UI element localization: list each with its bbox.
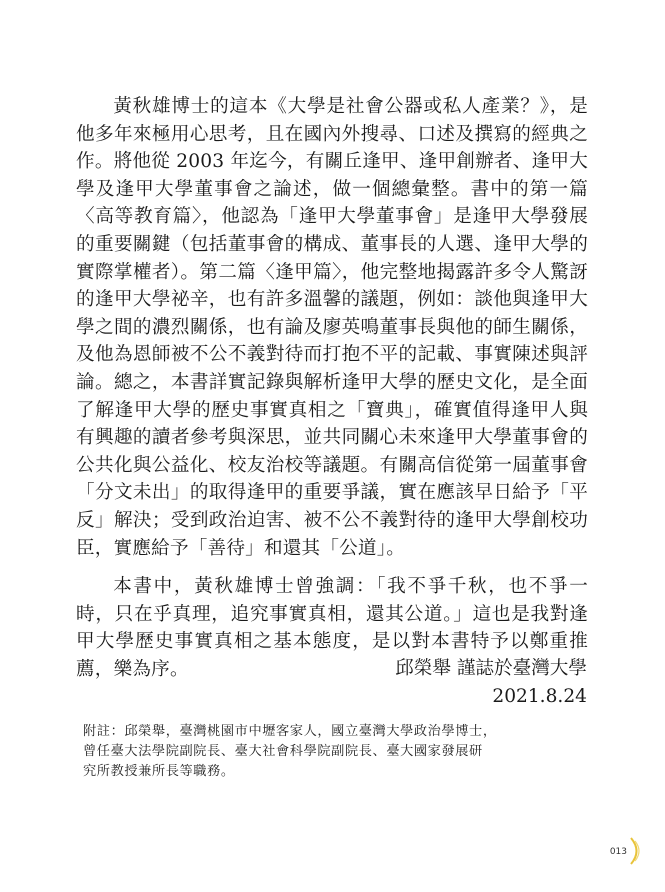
- paragraph-1: 黃秋雄博士的這本《大學是社會公器或私人產業？》，是他多年來極用心思考，且在國內外搜尋、口述及撰寫的經典之作。將他從 2003 年迄今，有關丘逢甲、逢甲創辦者、逢甲大學及逢甲大學董事會之論述，做一個總彙整。書中的第一篇〈高等教育篇〉，他認為「逢甲大學董事會」是逢甲大學發展的重要關鍵（包括董事會的構成、董事長的人選、逢甲大學的實際掌權者）。第二篇〈逢甲篇〉，他完整地揭露許多令人驚訝的逢甲大學祕辛，也有許多溫馨的議題，例如：談他與逢甲大學之間的濃烈關係，也有論及廖英鳴董事長與他的師生關係，及他為恩師被不公不義對待而打抱不平的記載、事實陳述與評論。總之，本書詳實記錄與解析逢甲大學的歷史文化，是全面了解逢甲大學的歷史事實真相之「寶典」，確實值得逢甲人與有興趣的讀者參考與深思，並共同關心未來逢甲大學董事會的公共化與公益化、校友治校等議題。有關高信從第一屆董事會「分文未出」的取得逢甲的重要爭議，實在應該早日給予「平反」解決；受到政治迫害、被不公不義對待的逢甲大學創校功臣，實應給予「善待」和還其「公道」。: [76, 96, 588, 559]
- signature-block: [395, 655, 587, 711]
- footnote-line-3: 究所教授兼所長等職務。: [83, 764, 235, 779]
- footnote-line-1: 附註：邱榮舉，臺灣桃園市中壢客家人，國立臺灣大學政治學博士，: [83, 724, 497, 739]
- signature-date: 2021.8.24: [492, 686, 587, 707]
- preface-body: [76, 93, 588, 683]
- paragraph-2: 本書中，黃秋雄博士曾強調：「我不爭千秋，也不爭一時，只在乎真理，追究事實真相，還其公道。」這也是我對逢甲大學歷史事實真相之基本態度，是以對本書特予以鄭重推薦，樂為序。: [76, 576, 588, 680]
- footnote-line-2: 曾任臺大法學院副院長、臺大社會科學院副院長、臺大國家發展研: [83, 744, 483, 759]
- page-corner-arc-icon: [629, 836, 643, 866]
- page-number: 013: [609, 847, 627, 857]
- footnote: [83, 722, 583, 782]
- signature-author: 邱榮舉 謹誌於臺灣大學: [395, 658, 587, 679]
